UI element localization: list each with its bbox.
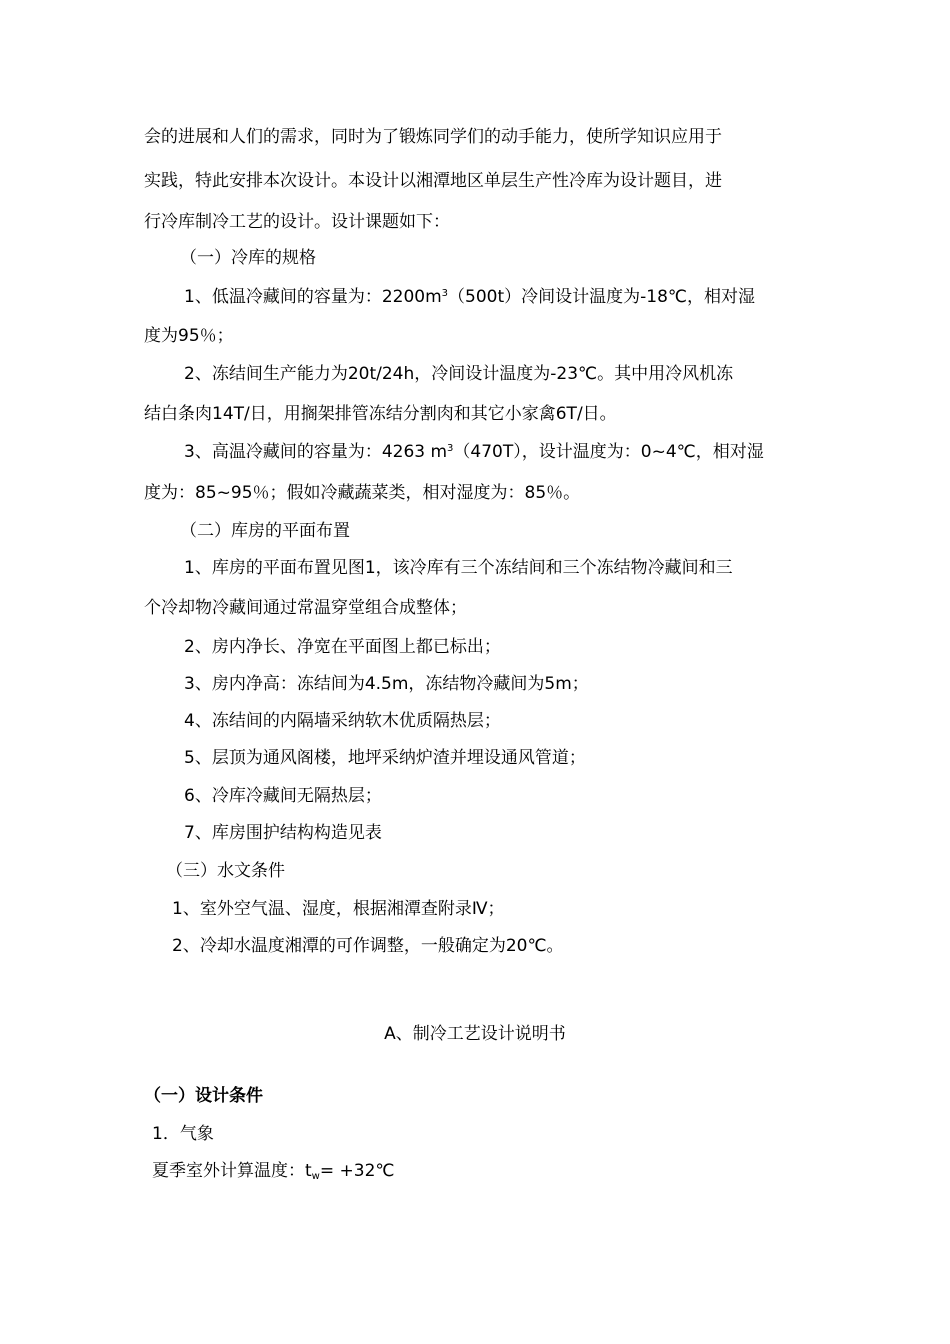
section-2-item-2: 2、房内净长、净宽在平面图上都已标出； [184, 637, 501, 657]
item-text: 1、低温冷藏间的容量为：2200m [184, 287, 442, 307]
section-2-item-5: 5、层顶为通风阁楼，地坪采纳炉渣并埋设通风管道； [184, 748, 586, 768]
subscript: w [311, 1171, 320, 1182]
part-a-item-1: 1．气象 [152, 1124, 214, 1144]
item-text: （500t）冷间设计温度为-18℃，相对湿 [448, 287, 755, 307]
superscript: 3 [447, 443, 454, 454]
section-2-item-3: 3、房内净高：冻结间为4.5m，冻结物冷藏间为5m； [184, 674, 589, 694]
section-1-item-2: 2、冻结间生产能力为20t/24h，冷间设计温度为-23℃。其中用冷风机冻 [184, 364, 734, 384]
summer-temperature [152, 1160, 394, 1182]
section-1-item-2-cont: 结白条肉14T/日，用搁架排管冻结分割肉和其它小家禽6T/日。 [144, 404, 617, 424]
section-1-heading: （一）冷库的规格 [180, 248, 316, 268]
section-2-item-6: 6、冷库冷藏间无隔热层； [184, 786, 382, 806]
section-2-item-1: 1、库房的平面布置见图1，该冷库有三个冻结间和三个冻结物冷藏间和三 [184, 558, 733, 578]
section-1-item-1 [184, 286, 755, 308]
superscript: 3 [441, 288, 449, 299]
section-2-item-1-cont: 个冷却物冷藏间通过常温穿堂组合成整体； [144, 598, 467, 618]
section-3-heading: （三）水文条件 [166, 861, 285, 881]
item-text: 夏季室外计算温度：t [152, 1161, 312, 1181]
part-a-title: A、制冷工艺设计说明书 [384, 1024, 566, 1044]
item-text: 3、高温冷藏间的容量为：4263 m [184, 442, 448, 462]
intro-line-2: 实践，特此安排本次设计。本设计以湘潭地区单层生产性冷库为设计题目，进 [144, 171, 722, 191]
intro-line-1: 会的进展和人们的需求，同时为了锻炼同学们的动手能力，使所学知识应用于 [144, 127, 722, 147]
item-text: （470T），设计温度为：0~4℃，相对湿 [453, 442, 764, 462]
section-1-item-1-cont: 度为95％； [144, 326, 234, 346]
section-1-item-3-cont: 度为：85~95％；假如冷藏蔬菜类，相对湿度为：85％。 [144, 483, 581, 503]
section-1-item-3 [184, 441, 764, 463]
part-a-subheading: （一）设计条件 [144, 1086, 263, 1106]
intro-line-3: 行冷库制冷工艺的设计。设计课题如下： [144, 212, 450, 232]
section-3-item-1: 1、室外空气温、湿度，根据湘潭查附录Ⅳ； [172, 899, 505, 919]
item-text: = +32℃ [319, 1161, 395, 1181]
section-2-heading: （二）库房的平面布置 [180, 521, 350, 541]
section-2-item-4: 4、冻结间的内隔墙采纳软木优质隔热层； [184, 711, 501, 731]
section-2-item-7: 7、库房围护结构构造见表 [184, 823, 382, 843]
section-3-item-2: 2、冷却水温度湘潭的可作调整，一般确定为20℃。 [172, 936, 564, 956]
